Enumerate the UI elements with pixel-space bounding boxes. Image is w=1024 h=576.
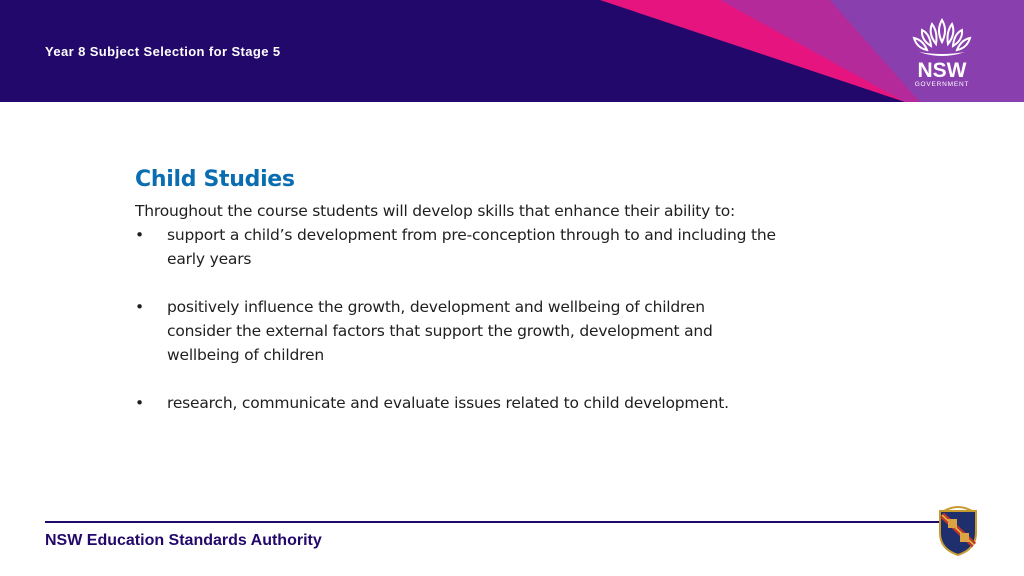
list-item-line: positively influence the growth, development and wellbeing of children xyxy=(167,298,705,316)
nsw-government-logo xyxy=(905,14,979,92)
list-item-line: support a child’s development from pre-conception through to and including the xyxy=(167,226,776,244)
logo-subtext: GOVERNMENT xyxy=(914,81,970,88)
bullet-icon: • xyxy=(135,226,144,244)
logo-wordmark: NSW xyxy=(917,59,967,82)
list-item xyxy=(135,391,835,415)
skills-list xyxy=(135,223,835,415)
bullet-icon: • xyxy=(135,394,144,412)
bullet-icon: • xyxy=(135,298,144,316)
school-crest-icon xyxy=(936,505,980,557)
intro-text: Throughout the course students will develop skills that enhance their ability to: xyxy=(135,202,736,220)
waratah-flower-icon xyxy=(905,14,979,60)
slide-content xyxy=(135,165,835,439)
list-item-line: research, communicate and evaluate issues related to child development. xyxy=(167,394,729,412)
subject-heading: Child Studies xyxy=(135,167,295,192)
list-item xyxy=(135,295,835,367)
list-item-line: consider the external factors that support the growth, development and xyxy=(167,322,713,340)
footer-divider xyxy=(45,521,950,523)
footer-authority: NSW Education Standards Authority xyxy=(45,532,322,549)
list-item xyxy=(135,223,835,271)
list-item-line: early years xyxy=(167,250,252,268)
slide-header xyxy=(0,0,1024,102)
list-item-line: wellbeing of children xyxy=(167,346,324,364)
header-title: Year 8 Subject Selection for Stage 5 xyxy=(45,44,281,59)
